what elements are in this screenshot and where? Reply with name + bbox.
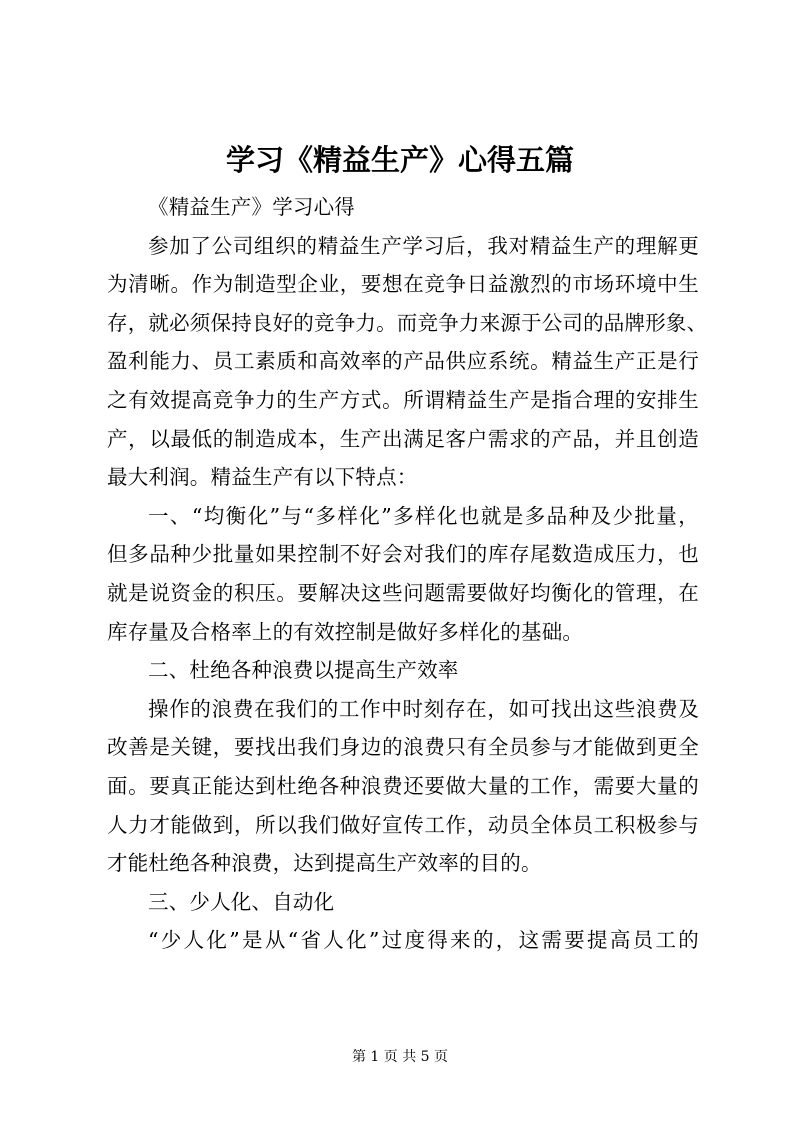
text-line: 就是说资金的积压。要解决这些问题需要做好均衡化的管理，在	[107, 580, 699, 605]
page-number-footer: 第 1 页 共 5 页	[351, 1049, 449, 1065]
text-line: 之有效提高竞争力的生产方式。所谓精益生产是指合理的安排生	[107, 387, 699, 412]
text-line: 最大利润。精益生产有以下特点：	[107, 465, 418, 490]
text-line: 但多品种少批量如果控制不好会对我们的库存尾数造成压力，也	[107, 542, 699, 567]
text-line: 人力才能做到，所以我们做好宣传工作，动员全体员工积极参与	[107, 812, 699, 837]
text-line: 二、杜绝各种浪费以提高生产效率	[148, 658, 459, 683]
text-line: 为清晰。作为制造型企业，要想在竞争日益激烈的市场环境中生	[107, 272, 699, 297]
document-body	[107, 188, 708, 960]
text-line: 操作的浪费在我们的工作中时刻存在，如可找出这些浪费及	[148, 696, 699, 721]
text-line: 一、“均衡化”与“多样化”多样化也就是多品种及少批量，	[148, 503, 699, 528]
text-line: 存，就必须保持良好的竞争力。而竞争力来源于公司的品牌形象、	[107, 310, 708, 335]
text-line: 改善是关键，要找出我们身边的浪费只有全员参与才能做到更全	[107, 735, 699, 760]
text-line: 参加了公司组织的精益生产学习后，我对精益生产的理解更	[148, 233, 699, 258]
text-line: 产，以最低的制造成本，生产出满足客户需求的产品，并且创造	[107, 426, 699, 451]
text-line: “少人化”是从“省人化”过度得来的，这需要提高员工的	[148, 928, 699, 953]
text-line: 库存量及合格率上的有效控制是做好多样化的基础。	[107, 619, 584, 644]
text-line: 三、少人化、自动化	[148, 889, 335, 914]
text-line: 才能杜绝各种浪费，达到提高生产效率的目的。	[107, 851, 542, 876]
document-title: 学习《精益生产》心得五篇	[225, 143, 574, 177]
text-line: 面。要真正能达到杜绝各种浪费还要做大量的工作，需要大量的	[107, 773, 699, 798]
text-line: 《精益生产》学习心得	[148, 195, 355, 219]
text-line: 盈利能力、员工素质和高效率的产品供应系统。精益生产正是行	[107, 349, 699, 374]
